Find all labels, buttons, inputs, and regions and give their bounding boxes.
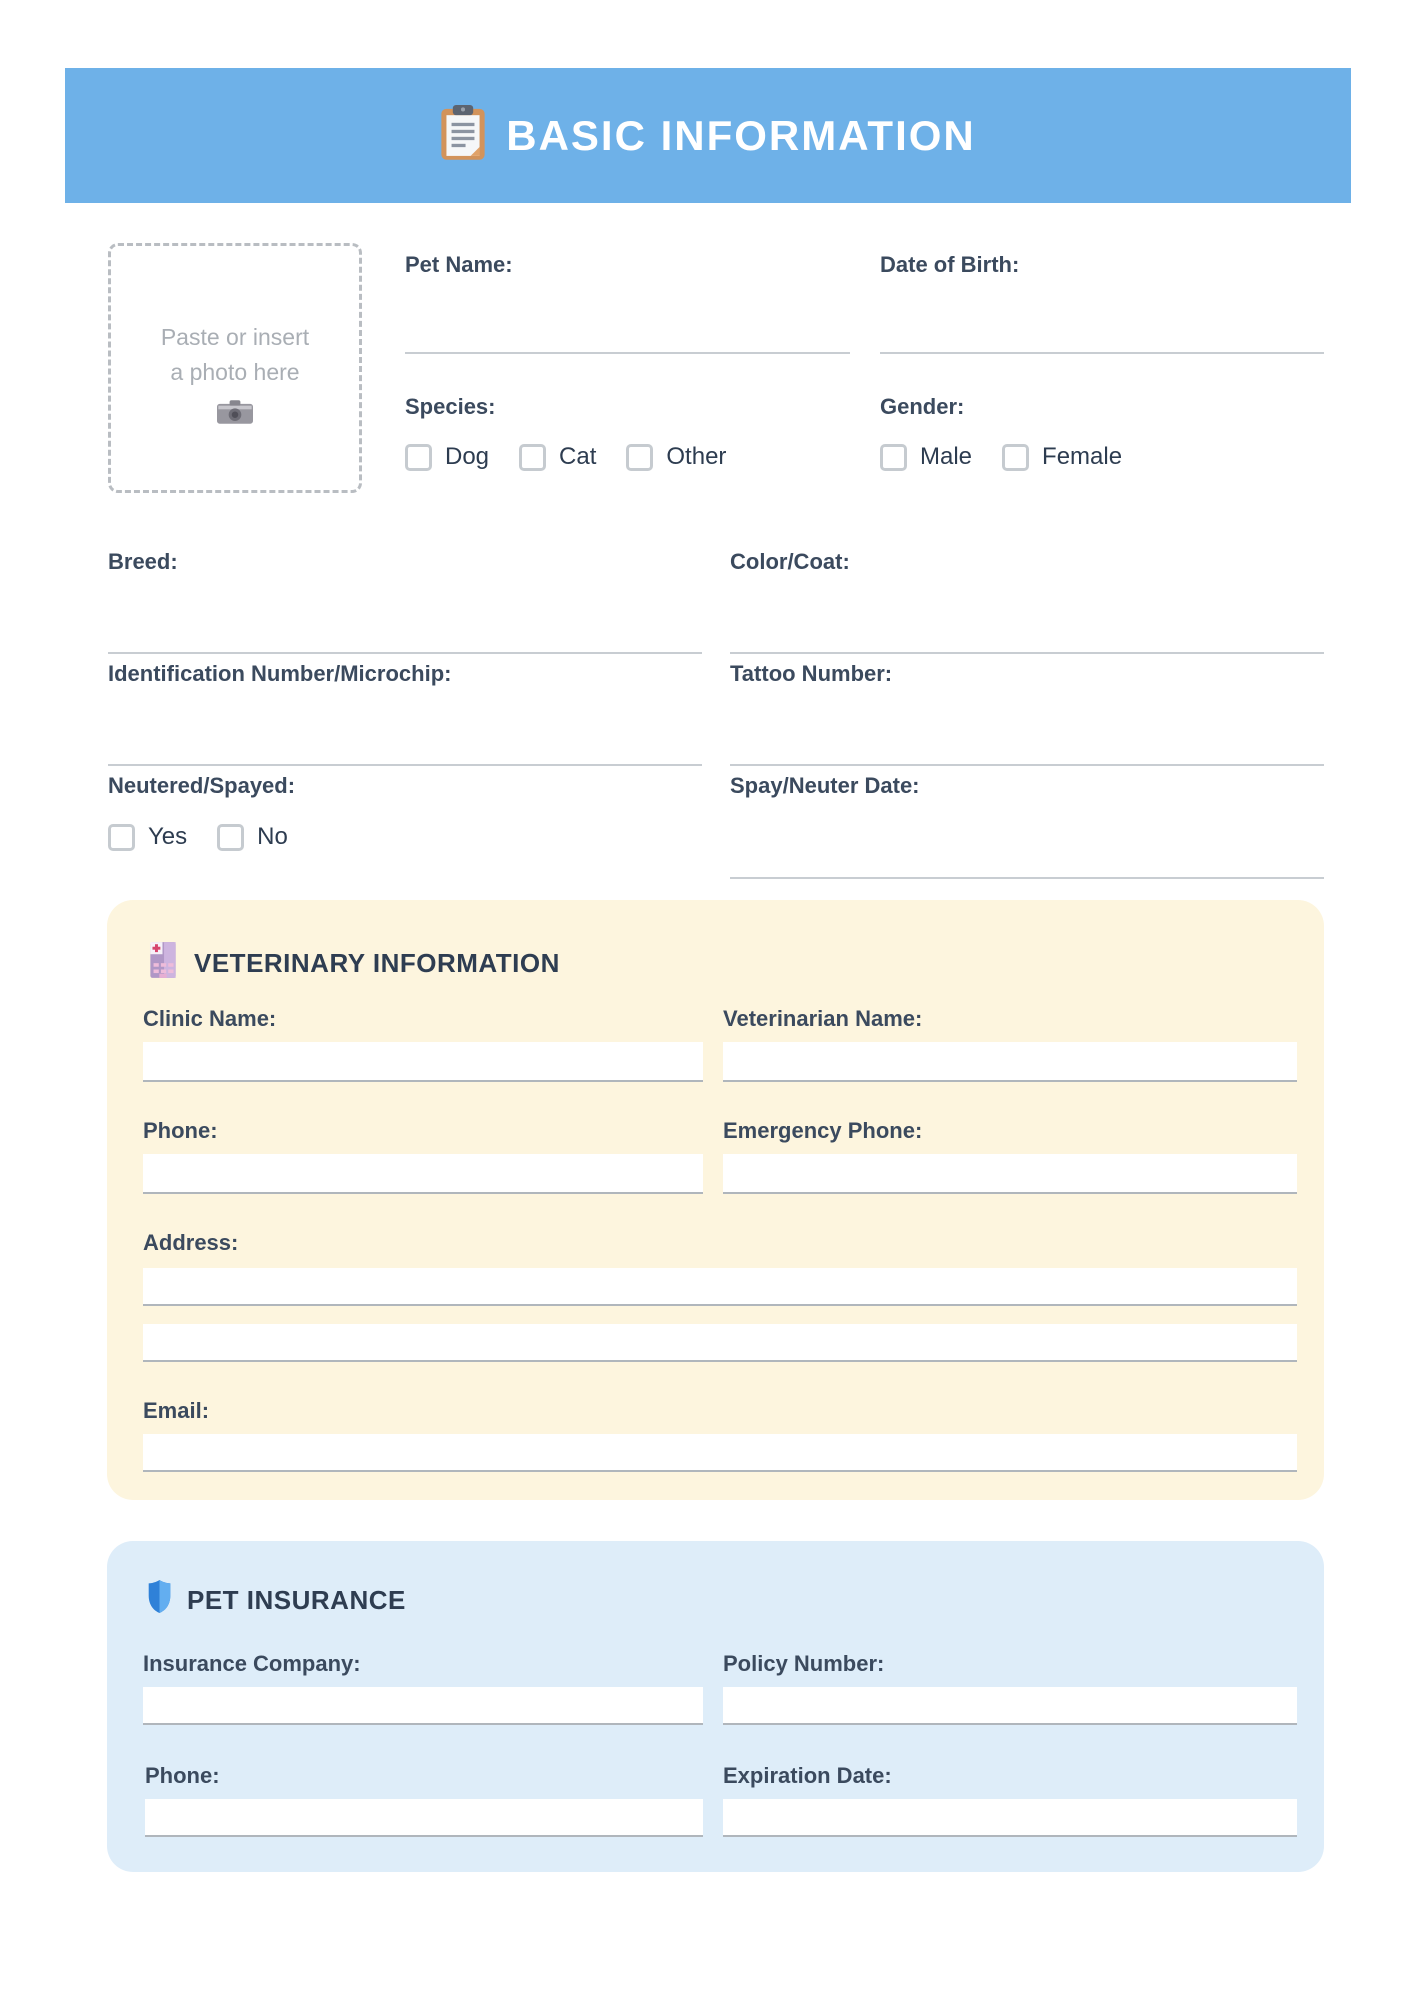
color-coat-input[interactable] [730, 620, 1324, 654]
expiration-date-field [723, 1763, 1297, 1837]
clinic-name-label: Clinic Name: [143, 1006, 277, 1031]
vet-phone-label: Phone: [143, 1118, 218, 1143]
address-input-line2[interactable] [143, 1324, 1297, 1362]
pet-name-field [405, 252, 850, 354]
tattoo-number-field [730, 661, 1324, 766]
gender-field [880, 394, 1152, 471]
checkbox-male-label: Male [920, 443, 973, 470]
address-label: Address: [143, 1230, 239, 1255]
veterinary-section-title [147, 940, 560, 987]
date-of-birth-label: Date of Birth: [880, 252, 1020, 277]
shield-icon [147, 1579, 172, 1621]
tattoo-number-label: Tattoo Number: [730, 661, 893, 686]
address-field [143, 1230, 1297, 1362]
insurance-phone-label: Phone: [145, 1763, 220, 1788]
page-title: BASIC INFORMATION [506, 111, 976, 159]
checkbox-male[interactable] [880, 444, 907, 471]
hospital-icon [147, 940, 179, 987]
veterinarian-name-field [723, 1006, 1297, 1082]
id-microchip-label: Identification Number/Microchip: [108, 661, 452, 686]
date-of-birth-field [880, 252, 1324, 354]
veterinarian-name-label: Veterinarian Name: [723, 1006, 923, 1031]
neutered-spayed-label: Neutered/Spayed: [108, 773, 296, 798]
veterinary-section-title-text: VETERINARY INFORMATION [194, 948, 560, 978]
veterinary-information-section [107, 900, 1324, 1500]
species-label: Species: [405, 394, 496, 419]
id-microchip-input[interactable] [108, 732, 702, 766]
policy-number-field [723, 1651, 1297, 1725]
color-coat-label: Color/Coat: [730, 549, 850, 574]
clinic-name-field [143, 1006, 703, 1082]
photo-placeholder[interactable] [108, 243, 362, 493]
insurance-section-title [147, 1579, 406, 1621]
checkbox-other-label: Other [666, 443, 727, 470]
email-field [143, 1398, 1297, 1472]
photo-placeholder-text-line2: a photo here [170, 358, 300, 385]
camera-icon [217, 399, 253, 434]
checkbox-yes[interactable] [108, 824, 135, 851]
insurance-section-title-text: PET INSURANCE [187, 1584, 406, 1615]
policy-number-input[interactable] [723, 1687, 1297, 1725]
insurance-phone-field [145, 1763, 703, 1837]
checkbox-no[interactable] [217, 824, 244, 851]
spay-neuter-date-field [730, 773, 1324, 879]
breed-label: Breed: [108, 549, 178, 574]
checkbox-female[interactable] [1002, 444, 1029, 471]
gender-label: Gender: [880, 394, 965, 419]
expiration-date-input[interactable] [723, 1799, 1297, 1837]
emergency-phone-label: Emergency Phone: [723, 1118, 923, 1143]
policy-number-label: Policy Number: [723, 1651, 885, 1676]
insurance-company-field [143, 1651, 703, 1725]
checkbox-other[interactable] [626, 444, 653, 471]
expiration-date-label: Expiration Date: [723, 1763, 892, 1788]
clipboard-icon [440, 105, 486, 166]
species-field [405, 394, 756, 471]
color-coat-field [730, 549, 1324, 654]
checkbox-cat[interactable] [519, 444, 546, 471]
checkbox-dog-label: Dog [445, 443, 490, 470]
insurance-company-input[interactable] [143, 1687, 703, 1725]
vet-phone-field [143, 1118, 703, 1194]
vet-phone-input[interactable] [143, 1154, 703, 1194]
checkbox-female-label: Female [1042, 443, 1123, 470]
veterinarian-name-input[interactable] [723, 1042, 1297, 1082]
tattoo-number-input[interactable] [730, 732, 1324, 766]
breed-input[interactable] [108, 620, 702, 654]
emergency-phone-input[interactable] [723, 1154, 1297, 1194]
spay-neuter-date-label: Spay/Neuter Date: [730, 773, 920, 798]
id-microchip-field [108, 661, 702, 766]
clinic-name-input[interactable] [143, 1042, 703, 1082]
checkbox-yes-label: Yes [148, 823, 188, 850]
photo-placeholder-text-line1: Paste or insert [160, 324, 310, 351]
checkbox-cat-label: Cat [559, 443, 597, 470]
pet-insurance-section [107, 1541, 1324, 1872]
pet-name-input[interactable] [405, 320, 850, 354]
emergency-phone-field [723, 1118, 1297, 1194]
checkbox-dog[interactable] [405, 444, 432, 471]
address-input-line1[interactable] [143, 1268, 1297, 1306]
email-input[interactable] [143, 1434, 1297, 1472]
breed-field [108, 549, 702, 654]
insurance-company-label: Insurance Company: [143, 1651, 361, 1676]
pet-name-label: Pet Name: [405, 252, 513, 277]
basic-information-header [65, 68, 1351, 203]
neutered-spayed-field [108, 773, 318, 851]
date-of-birth-input[interactable] [880, 320, 1324, 354]
insurance-phone-input[interactable] [145, 1799, 703, 1837]
checkbox-no-label: No [257, 823, 288, 850]
email-label: Email: [143, 1398, 210, 1423]
spay-neuter-date-input[interactable] [730, 845, 1324, 879]
